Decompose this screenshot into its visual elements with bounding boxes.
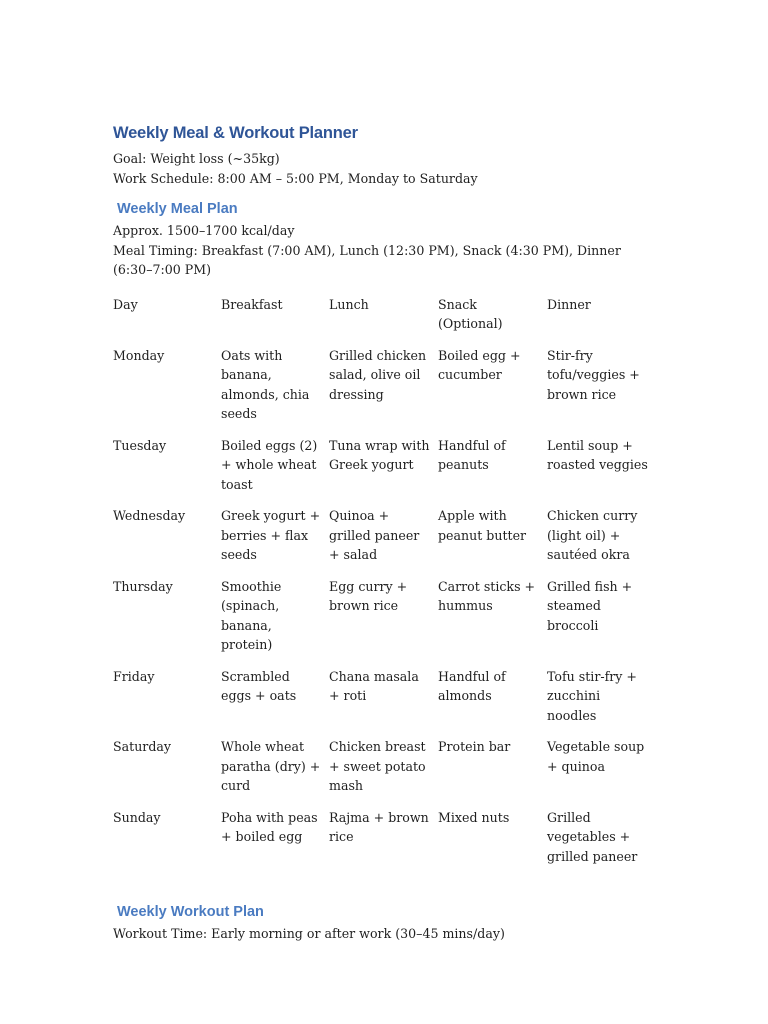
snack-cell: Handful of peanuts [438, 437, 506, 472]
snack-cell: Apple with peanut butter [438, 508, 527, 543]
breakfast-cell: Oats with banana, almonds, chia seeds [221, 347, 310, 421]
table-row-friday [113, 667, 658, 738]
dinner-cell: Tofu stir-fry + zucchini noodles [547, 668, 637, 723]
header-dinner: Dinner [547, 296, 591, 312]
header-lunch: Lunch [329, 296, 369, 312]
lunch-cell: Rajma + brown rice [329, 809, 429, 844]
day-cell: Wednesday [113, 508, 186, 523]
table-header-row [113, 295, 658, 346]
header-breakfast: Breakfast [221, 296, 283, 312]
lunch-cell: Quinoa + grilled paneer + salad [329, 508, 420, 562]
breakfast-cell: Poha with peas + boiled egg [221, 809, 318, 844]
table-row-sunday [113, 808, 658, 879]
day-cell: Sunday [113, 809, 161, 825]
document-page [113, 124, 658, 944]
table-row-wednesday [113, 506, 658, 577]
dinner-cell: Grilled vegetables + grilled paneer [547, 809, 638, 864]
table-row-thursday [113, 577, 658, 667]
snack-cell: Handful of almonds [438, 668, 506, 703]
snack-cell: Protein bar [438, 739, 511, 754]
document-title: Weekly Meal & Workout Planner [113, 124, 358, 142]
meal-timing-text: Meal Timing: Breakfast (7:00 AM), Lunch (12:30 PM), Snack (4:30 PM), Dinner (6:30–7:00 PM) [113, 242, 621, 277]
dinner-cell: Vegetable soup + quinoa [547, 739, 645, 774]
day-cell: Tuesday [113, 437, 167, 453]
lunch-cell: Tuna wrap with Greek yogurt [329, 437, 430, 472]
breakfast-cell: Whole wheat paratha (dry) + curd [221, 739, 321, 793]
dinner-cell: Chicken curry (light oil) + sautéed okra [547, 508, 638, 562]
snack-cell: Carrot sticks + hummus [438, 578, 536, 613]
calorie-target-text: Approx. 1500–1700 kcal/day [113, 223, 295, 238]
snack-cell: Boiled egg + cucumber [438, 347, 521, 382]
lunch-cell: Egg curry + brown rice [329, 578, 408, 613]
day-cell: Friday [113, 668, 155, 684]
lunch-cell: Chana masala + roti [329, 668, 419, 703]
lunch-cell: Grilled chicken salad, olive oil dressing [329, 347, 427, 402]
day-cell: Monday [113, 347, 165, 363]
meal-plan-table [113, 295, 658, 879]
meal-plan-heading: Weekly Meal Plan [117, 201, 238, 217]
work-schedule-text: Work Schedule: 8:00 AM – 5:00 PM, Monday to Saturday [113, 170, 478, 186]
lunch-cell: Chicken breast + sweet potato mash [329, 739, 426, 793]
breakfast-cell: Scrambled eggs + oats [221, 668, 297, 703]
snack-cell: Mixed nuts [438, 809, 510, 825]
header-day: Day [113, 296, 138, 312]
header-snack: Snack (Optional) [438, 296, 503, 331]
table-row-saturday [113, 737, 658, 808]
dinner-cell: Stir-fry tofu/veggies + brown rice [547, 347, 640, 402]
goal-text: Goal: Weight loss (~35kg) [113, 151, 280, 166]
day-cell: Saturday [113, 739, 172, 754]
dinner-cell: Lentil soup + roasted veggies [547, 437, 648, 472]
breakfast-cell: Greek yogurt + berries + flax seeds [221, 508, 321, 562]
workout-time-text: Workout Time: Early morning or after work (30–45 mins/day) [113, 926, 505, 941]
workout-plan-heading: Weekly Workout Plan [117, 904, 264, 920]
day-cell: Thursday [113, 578, 173, 594]
breakfast-cell: Boiled eggs (2) + whole wheat toast [221, 437, 318, 492]
breakfast-cell: Smoothie (spinach, banana, protein) [221, 578, 282, 652]
table-row-tuesday [113, 436, 658, 507]
table-row-monday [113, 346, 658, 436]
dinner-cell: Grilled fish + steamed broccoli [547, 578, 633, 633]
